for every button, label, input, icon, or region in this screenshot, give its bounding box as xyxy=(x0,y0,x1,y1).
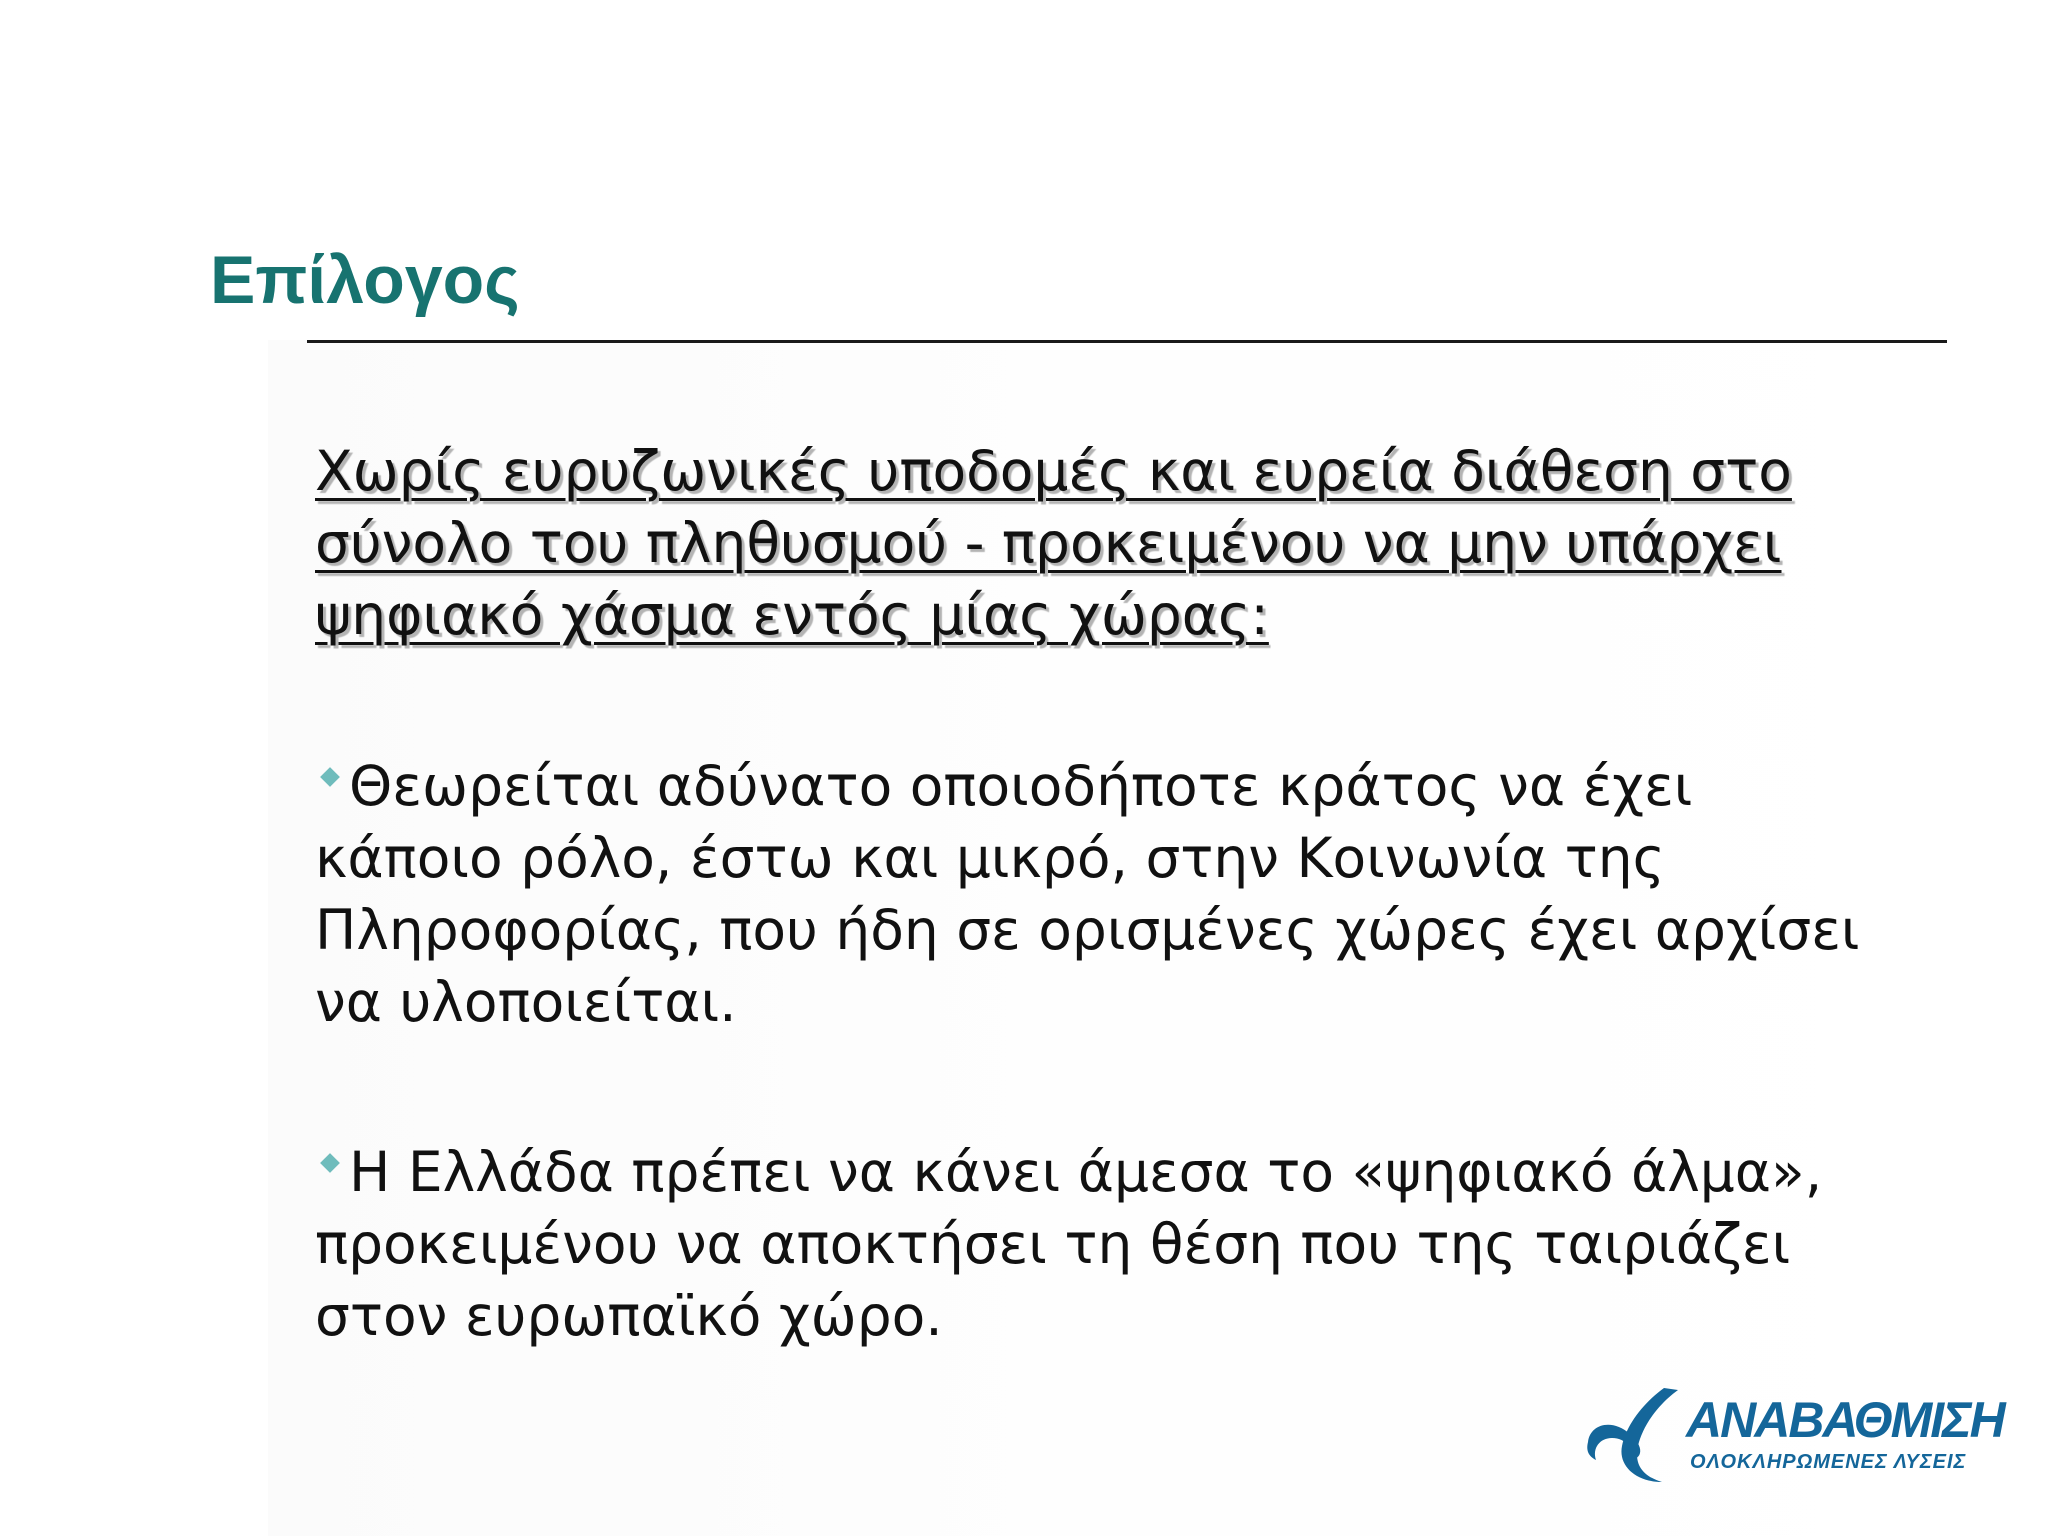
intro-text: Χωρίς ευρυζωνικές υποδομές και ευρεία διάθεση στο σύνολο του πληθυσμού - προκειμένου να μην υπάρχει ψηφιακό χάσμα εντός μίας χώρας: xyxy=(315,439,1792,647)
bullet-item xyxy=(315,1136,1875,1352)
bullet-text: Η Ελλάδα πρέπει να κάνει άμεσα το «ψηφιακό άλμα», προκειμένου να αποκτήσει τη θέση που της ταιριάζει στον ευρωπαϊκό χώρο. xyxy=(315,1140,1823,1348)
diamond-bullet-icon xyxy=(320,767,340,787)
slide-title: Επίλογος xyxy=(210,242,520,318)
bullet-item xyxy=(315,750,1875,1038)
logo-tagline: ΟΛΟΚΛΗΡΩΜΕΝΕΣ ΛΥΣΕΙΣ xyxy=(1690,1451,1967,1473)
title-divider xyxy=(307,340,1947,343)
swoosh-logo-icon xyxy=(1582,1380,1692,1490)
company-logo xyxy=(1582,1380,2042,1490)
bullet-text: Θεωρείται αδύνατο οποιοδήποτε κράτος να έχει κάποιο ρόλο, έστω και μικρό, στην Κοινωνία της Πληροφορίας, που ήδη σε ορισμένες χώρες έχει αρχίσει να υλοποιείται. xyxy=(315,754,1860,1034)
logo-name: ΑΝΑΒΑΘΜΙΣΗ xyxy=(1686,1392,2004,1448)
diamond-bullet-icon xyxy=(320,1153,340,1173)
